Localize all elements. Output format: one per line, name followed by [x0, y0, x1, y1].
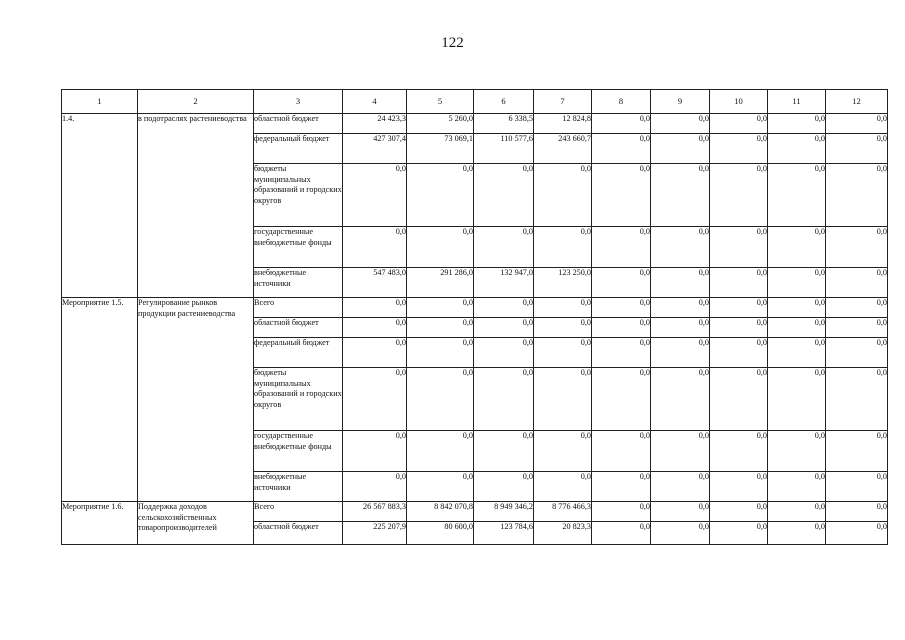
value-cell: 0,0: [826, 268, 888, 298]
value-cell: 0,0: [710, 472, 768, 502]
value-cell: 0,0: [826, 338, 888, 368]
value-cell: 0,0: [768, 368, 826, 431]
value-cell: 0,0: [343, 431, 407, 472]
value-cell: 0,0: [710, 268, 768, 298]
value-cell: 132 947,0: [474, 268, 534, 298]
value-cell: 80 600,0: [407, 522, 474, 545]
value-cell: 0,0: [768, 522, 826, 545]
column-number-header: 9: [651, 90, 710, 114]
value-cell: 0,0: [710, 338, 768, 368]
value-cell: 0,0: [768, 268, 826, 298]
value-cell: 0,0: [651, 338, 710, 368]
value-cell: 0,0: [651, 368, 710, 431]
value-cell: 0,0: [768, 431, 826, 472]
budget-table: [61, 89, 888, 545]
value-cell: 0,0: [592, 164, 651, 227]
value-cell: 0,0: [343, 318, 407, 338]
column-number-header: 2: [138, 90, 254, 114]
value-cell: 243 660,7: [534, 134, 592, 164]
value-cell: 0,0: [651, 227, 710, 268]
value-cell: 0,0: [407, 318, 474, 338]
value-cell: 0,0: [534, 164, 592, 227]
value-cell: 0,0: [474, 164, 534, 227]
value-cell: 0,0: [710, 298, 768, 318]
value-cell: 0,0: [534, 368, 592, 431]
value-cell: 0,0: [592, 368, 651, 431]
value-cell: 0,0: [534, 318, 592, 338]
column-number-header: 3: [254, 90, 343, 114]
value-cell: 0,0: [474, 431, 534, 472]
value-cell: 0,0: [710, 431, 768, 472]
column-number-header: 6: [474, 90, 534, 114]
value-cell: 0,0: [710, 227, 768, 268]
value-cell: 0,0: [343, 368, 407, 431]
value-cell: 0,0: [651, 472, 710, 502]
value-cell: 0,0: [651, 114, 710, 134]
value-cell: 291 286,0: [407, 268, 474, 298]
funding-source: Всего: [254, 502, 343, 522]
value-cell: 0,0: [768, 502, 826, 522]
value-cell: 20 823,3: [534, 522, 592, 545]
value-cell: 0,0: [826, 502, 888, 522]
measure-id: Мероприятие 1.6.: [62, 502, 138, 545]
column-number-header: 11: [768, 90, 826, 114]
value-cell: 0,0: [710, 114, 768, 134]
measure-id: 1.4.: [62, 114, 138, 298]
value-cell: 5 260,0: [407, 114, 474, 134]
value-cell: 0,0: [407, 368, 474, 431]
value-cell: 0,0: [474, 227, 534, 268]
value-cell: 0,0: [826, 431, 888, 472]
funding-source: бюджеты муниципальных образований и городских округов: [254, 368, 343, 431]
value-cell: 123 784,6: [474, 522, 534, 545]
value-cell: 0,0: [534, 298, 592, 318]
value-cell: 0,0: [592, 268, 651, 298]
value-cell: 0,0: [651, 502, 710, 522]
value-cell: 0,0: [592, 472, 651, 502]
funding-source: внебюджетные источники: [254, 268, 343, 298]
value-cell: 0,0: [826, 522, 888, 545]
funding-source: внебюджетные источники: [254, 472, 343, 502]
column-number-header: 5: [407, 90, 474, 114]
table-row: [62, 502, 888, 522]
value-cell: 0,0: [592, 227, 651, 268]
value-cell: 0,0: [710, 318, 768, 338]
value-cell: 8 776 466,3: [534, 502, 592, 522]
value-cell: 0,0: [407, 227, 474, 268]
measure-name: в подотраслях растениеводства: [138, 114, 254, 298]
value-cell: 0,0: [343, 472, 407, 502]
funding-source: Всего: [254, 298, 343, 318]
column-number-header-row: [62, 90, 888, 114]
value-cell: 0,0: [592, 298, 651, 318]
value-cell: 0,0: [651, 164, 710, 227]
value-cell: 0,0: [768, 472, 826, 502]
value-cell: 12 824,8: [534, 114, 592, 134]
value-cell: 8 949 346,2: [474, 502, 534, 522]
value-cell: 0,0: [826, 164, 888, 227]
value-cell: 110 577,6: [474, 134, 534, 164]
funding-source: федеральный бюджет: [254, 338, 343, 368]
funding-source: областной бюджет: [254, 114, 343, 134]
value-cell: 0,0: [343, 298, 407, 318]
value-cell: 6 338,5: [474, 114, 534, 134]
measure-name: Регулирование рынков продукции растениеводства: [138, 298, 254, 502]
value-cell: 0,0: [710, 502, 768, 522]
value-cell: 8 842 070,8: [407, 502, 474, 522]
value-cell: 0,0: [768, 227, 826, 268]
column-number-header: 10: [710, 90, 768, 114]
funding-source: федеральный бюджет: [254, 134, 343, 164]
value-cell: 0,0: [592, 114, 651, 134]
value-cell: 0,0: [826, 298, 888, 318]
funding-source: государственные внебюджетные фонды: [254, 431, 343, 472]
value-cell: 0,0: [592, 502, 651, 522]
funding-source: областной бюджет: [254, 522, 343, 545]
value-cell: 123 250,0: [534, 268, 592, 298]
value-cell: 0,0: [343, 164, 407, 227]
value-cell: 0,0: [534, 227, 592, 268]
value-cell: 0,0: [592, 134, 651, 164]
page-number: 122: [441, 35, 464, 51]
value-cell: 0,0: [710, 164, 768, 227]
value-cell: 0,0: [534, 338, 592, 368]
measure-name: Поддержка доходов сельскохозяйственных товаропроизводителей: [138, 502, 254, 545]
value-cell: 0,0: [826, 227, 888, 268]
value-cell: 0,0: [592, 318, 651, 338]
value-cell: 0,0: [651, 298, 710, 318]
value-cell: 0,0: [768, 134, 826, 164]
value-cell: 0,0: [710, 134, 768, 164]
funding-source: областной бюджет: [254, 318, 343, 338]
column-number-header: 7: [534, 90, 592, 114]
funding-source: государственные внебюджетные фонды: [254, 227, 343, 268]
value-cell: 0,0: [474, 318, 534, 338]
value-cell: 0,0: [592, 522, 651, 545]
value-cell: 0,0: [407, 472, 474, 502]
value-cell: 0,0: [534, 472, 592, 502]
value-cell: 0,0: [651, 268, 710, 298]
column-number-header: 8: [592, 90, 651, 114]
value-cell: 0,0: [768, 164, 826, 227]
value-cell: 73 069,1: [407, 134, 474, 164]
value-cell: 547 483,0: [343, 268, 407, 298]
value-cell: 0,0: [407, 298, 474, 318]
table-row: [62, 298, 888, 318]
value-cell: 0,0: [768, 114, 826, 134]
funding-source: бюджеты муниципальных образований и городских округов: [254, 164, 343, 227]
value-cell: 0,0: [768, 318, 826, 338]
value-cell: 0,0: [592, 431, 651, 472]
column-number-header: 1: [62, 90, 138, 114]
value-cell: 0,0: [343, 227, 407, 268]
value-cell: 0,0: [651, 431, 710, 472]
value-cell: 0,0: [826, 318, 888, 338]
value-cell: 0,0: [651, 522, 710, 545]
value-cell: 0,0: [407, 431, 474, 472]
value-cell: 0,0: [826, 472, 888, 502]
value-cell: 427 307,4: [343, 134, 407, 164]
value-cell: 0,0: [343, 338, 407, 368]
column-number-header: 12: [826, 90, 888, 114]
value-cell: 0,0: [768, 298, 826, 318]
value-cell: 0,0: [534, 431, 592, 472]
value-cell: 0,0: [474, 472, 534, 502]
value-cell: 0,0: [826, 134, 888, 164]
value-cell: 0,0: [407, 164, 474, 227]
value-cell: 0,0: [474, 298, 534, 318]
value-cell: 0,0: [826, 368, 888, 431]
value-cell: 0,0: [592, 338, 651, 368]
value-cell: 26 567 883,3: [343, 502, 407, 522]
value-cell: 0,0: [710, 522, 768, 545]
value-cell: 0,0: [474, 368, 534, 431]
measure-id: Мероприятие 1.5.: [62, 298, 138, 502]
value-cell: 0,0: [826, 114, 888, 134]
value-cell: 0,0: [710, 368, 768, 431]
value-cell: 24 423,3: [343, 114, 407, 134]
value-cell: 0,0: [474, 338, 534, 368]
column-number-header: 4: [343, 90, 407, 114]
value-cell: 0,0: [407, 338, 474, 368]
value-cell: 225 207,9: [343, 522, 407, 545]
table-row: [62, 114, 888, 134]
value-cell: 0,0: [768, 338, 826, 368]
value-cell: 0,0: [651, 134, 710, 164]
value-cell: 0,0: [651, 318, 710, 338]
